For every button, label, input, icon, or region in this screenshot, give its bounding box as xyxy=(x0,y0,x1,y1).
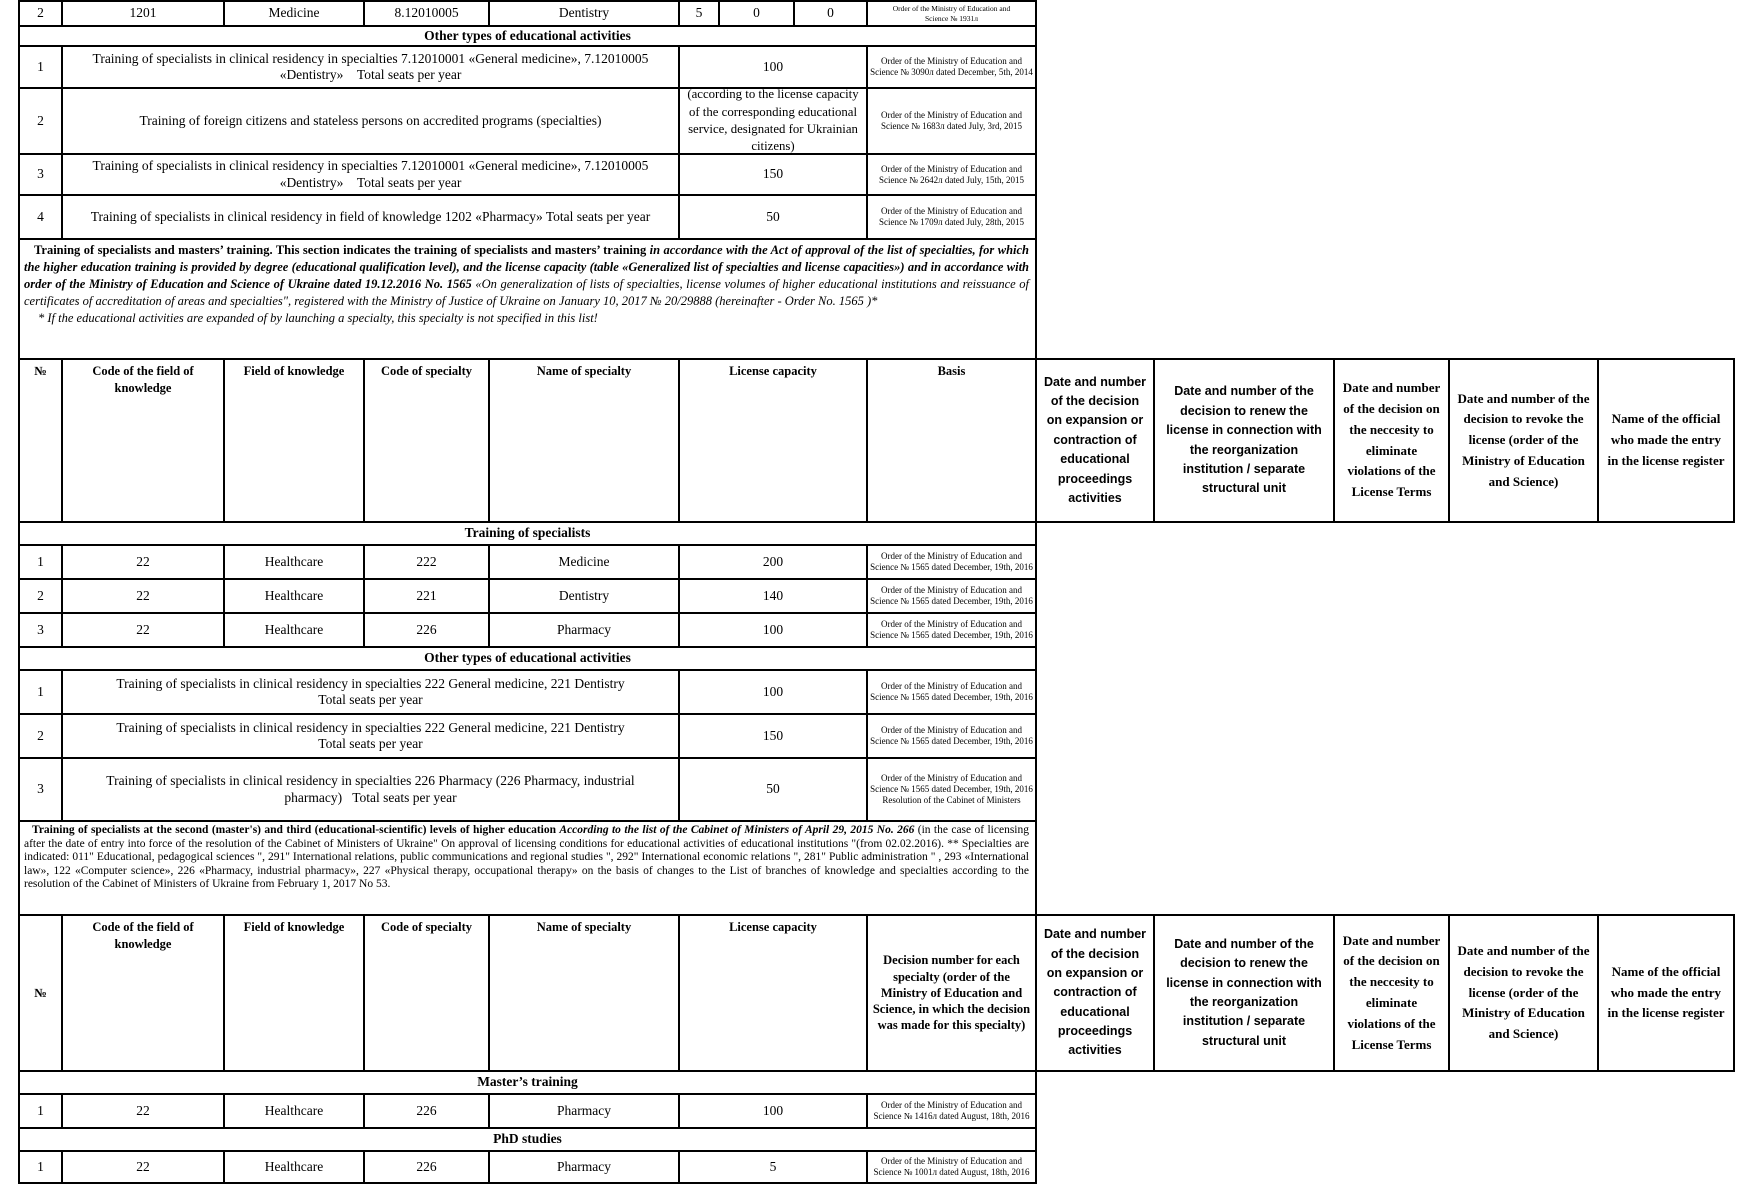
column-header-license-capacity: License capacity xyxy=(680,360,868,523)
code-specialty-cell: 8.12010005 xyxy=(365,2,490,27)
column-header-decision-number: Decision number for each specialty (order of the Ministry of Education and Science, in which the decision was made for this specialty) xyxy=(868,916,1037,1072)
field-cell: Healthcare xyxy=(225,1095,365,1129)
extra-columns-header-group-1 xyxy=(1035,358,1735,523)
license-capacity-cell: 100 xyxy=(680,671,868,715)
column-header-name-specialty: Name of specialty xyxy=(490,916,680,1072)
section-header-row xyxy=(18,27,1037,47)
section-header-row xyxy=(18,1072,1037,1095)
name-specialty-cell: Medicine xyxy=(490,546,680,580)
row-number-cell: 1 xyxy=(20,1095,63,1129)
column-header-code-specialty: Code of specialty xyxy=(365,916,490,1072)
basis-cell: Order of the Ministry of Education and Science № 3090л dated December, 5th, 2014 xyxy=(868,47,1037,89)
license-capacity-cell: 100 xyxy=(680,47,868,89)
field-cell: Healthcare xyxy=(225,614,365,648)
license-capacity-cell: 150 xyxy=(680,715,868,759)
table-row xyxy=(18,759,1037,822)
field-cell: Healthcare xyxy=(225,546,365,580)
field-cell: Medicine xyxy=(225,2,365,27)
column-header-field: Field of knowledge xyxy=(225,360,365,523)
license-capacity-cell: 50 xyxy=(680,196,868,240)
row-number-cell: 1 xyxy=(20,47,63,89)
description-cell: Training of specialists in clinical residency in specialties 222 General medicine, 221 Dentistry Total seats per year xyxy=(63,671,680,715)
license-capacity-cell: (according to the license capacity of the corresponding educational service, designated for Ukrainian citizens) xyxy=(680,89,868,155)
section-title: Master’s training xyxy=(20,1072,1037,1095)
basis-cell: Order of the Ministry of Education and Science № 1709л dated July, 28th, 2015 xyxy=(868,196,1037,240)
row-number-cell: 1 xyxy=(20,1152,63,1184)
column-header-official-name: Name of the official who made the entry in the license register xyxy=(1599,914,1735,1072)
column-header-basis: Basis xyxy=(868,360,1037,523)
name-specialty-cell: Dentistry xyxy=(490,2,680,27)
row-number-cell: 3 xyxy=(20,759,63,822)
column-header-code-specialty: Code of specialty xyxy=(365,360,490,523)
column-header-expansion-decision: Date and number of the decision on expansion or contraction of educational proceedings activities xyxy=(1035,914,1155,1072)
note-text: in accordance with the Act of approval of the list of specialties, for which the higher education training is provided by degree (educational qualification level), and the license capacity (table «Generalized list of specialties and license capacities») xyxy=(24,243,1029,274)
description-cell: Training of specialists in clinical residency in specialties 226 Pharmacy (226 Pharmacy, industrial pharmacy) Total seats per year xyxy=(63,759,680,822)
value-cell: 5 xyxy=(680,2,720,27)
basis-cell: Order of the Ministry of Education and Science № 1565 dated December, 19th, 2016 xyxy=(868,580,1037,614)
code-field-cell: 22 xyxy=(63,1152,225,1184)
note-text: «On generalization of lists of specialties, license volumes of higher educational institutions and reissuance of certificates of accreditation of areas and specialties", registered with the Ministry of Justice of Ukraine on January 10, 2017 № 20/29888 (hereinafter - Order No. 1565 )* xyxy=(24,277,1029,308)
note-footnote: * If the educational activities are expanded of by launching a specialty, this specialty is not specified in this list! xyxy=(38,311,598,325)
code-field-cell: 1201 xyxy=(63,2,225,27)
column-header-expansion-decision: Date and number of the decision on expansion or contraction of educational proceedings activities xyxy=(1035,358,1155,523)
row-number-cell: 2 xyxy=(20,715,63,759)
basis-cell: Order of the Ministry of Education and Science № 1565 dated December, 19th, 2016 xyxy=(868,546,1037,580)
column-header-license-capacity: License capacity xyxy=(680,916,868,1072)
column-header-code-field: Code of the field of knowledge xyxy=(63,916,225,1072)
code-specialty-cell: 226 xyxy=(365,1095,490,1129)
license-capacity-cell: 150 xyxy=(680,155,868,196)
description-cell: Training of specialists in clinical residency in field of knowledge 1202 «Pharmacy» Total seats per year xyxy=(63,196,680,240)
license-capacity-cell: 5 xyxy=(680,1152,868,1184)
code-specialty-cell: 226 xyxy=(365,1152,490,1184)
row-number-cell: 3 xyxy=(20,155,63,196)
table-row xyxy=(18,1095,1037,1129)
column-header-field: Field of knowledge xyxy=(225,916,365,1072)
field-cell: Healthcare xyxy=(225,580,365,614)
table-row xyxy=(18,47,1037,89)
license-capacity-cell: 100 xyxy=(680,614,868,648)
section-title: Other types of educational activities xyxy=(20,27,1037,47)
row-number-cell: 2 xyxy=(20,580,63,614)
code-specialty-cell: 222 xyxy=(365,546,490,580)
table-row xyxy=(18,1152,1037,1184)
description-cell: Training of specialists in clinical residency in specialties 7.12010001 «General medicine», 7.12010005 «Dentistry» Total seats per year xyxy=(63,155,680,196)
section-header-row xyxy=(18,1129,1037,1152)
column-header-revoke-license: Date and number of the decision to revoke the license (order of the Ministry of Education and Science) xyxy=(1450,358,1599,523)
basis-cell: Order of the Ministry of Education and Science № 1565 dated December, 19th, 2016 Resolution of the Cabinet of Ministers xyxy=(868,759,1037,822)
column-header-code-field: Code of the field of knowledge xyxy=(63,360,225,523)
note-specialists-masters-training xyxy=(18,240,1037,360)
field-cell: Healthcare xyxy=(225,1152,365,1184)
table-row xyxy=(18,2,1037,27)
description-cell: Training of foreign citizens and stateless persons on accredited programs (specialties) xyxy=(63,89,680,155)
section-title: PhD studies xyxy=(20,1129,1037,1152)
description-cell: Training of specialists in clinical residency in specialties 7.12010001 «General medicine», 7.12010005 «Dentistry» Total seats per year xyxy=(63,47,680,89)
column-header-eliminate-violations: Date and number of the decision on the neccesity to eliminate violations of the License Terms xyxy=(1335,914,1450,1072)
basis-cell: Order of the Ministry of Education and Science № 1565 dated December, 19th, 2016 xyxy=(868,715,1037,759)
section-header-row xyxy=(18,523,1037,546)
table-row xyxy=(18,715,1037,759)
row-number-cell: 4 xyxy=(20,196,63,240)
column-header-number: № xyxy=(20,360,63,523)
code-specialty-cell: 226 xyxy=(365,614,490,648)
column-header-renew-license: Date and number of the decision to renew the license in connection with the reorganization institution / separate structural unit xyxy=(1155,914,1335,1072)
table-header-row xyxy=(18,360,1037,523)
basis-cell: Order of the Ministry of Education and Science № 1931л xyxy=(868,2,1037,27)
code-field-cell: 22 xyxy=(63,614,225,648)
row-number-cell: 3 xyxy=(20,614,63,648)
column-header-eliminate-violations: Date and number of the decision on the neccesity to eliminate violations of the License Terms xyxy=(1335,358,1450,523)
name-specialty-cell: Pharmacy xyxy=(490,1152,680,1184)
code-field-cell: 22 xyxy=(63,580,225,614)
column-header-renew-license: Date and number of the decision to renew the license in connection with the reorganization institution / separate structural unit xyxy=(1155,358,1335,523)
section-title: Other types of educational activities xyxy=(20,648,1037,671)
table-header-row xyxy=(18,916,1037,1072)
code-field-cell: 22 xyxy=(63,1095,225,1129)
column-header-revoke-license: Date and number of the decision to revoke the license (order of the Ministry of Education and Science) xyxy=(1450,914,1599,1072)
table-row xyxy=(18,580,1037,614)
value-cell: 0 xyxy=(795,2,868,27)
table-row xyxy=(18,546,1037,580)
basis-cell: Order of the Ministry of Education and Science № 1001л dated August, 18th, 2016 xyxy=(868,1152,1037,1184)
table-row xyxy=(18,614,1037,648)
value-cell: 0 xyxy=(720,2,795,27)
note-text: Training of specialists at the second (master's) and third (educational-scientific) levels of higher education xyxy=(32,824,560,836)
table-row xyxy=(18,671,1037,715)
row-number-cell: 1 xyxy=(20,546,63,580)
license-capacity-cell: 50 xyxy=(680,759,868,822)
section-title: Training of specialists xyxy=(20,523,1037,546)
row-number-cell: 2 xyxy=(20,2,63,27)
license-capacity-cell: 100 xyxy=(680,1095,868,1129)
note-text: and in accordance with order of the Ministry of Education and Science of Ukraine dated 19.12.2016 No. 1565 xyxy=(24,260,1029,291)
column-header-official-name: Name of the official who made the entry in the license register xyxy=(1599,358,1735,523)
name-specialty-cell: Dentistry xyxy=(490,580,680,614)
description-cell: Training of specialists in clinical residency in specialties 222 General medicine, 221 Dentistry Total seats per year xyxy=(63,715,680,759)
note-text: According to the list of the Cabinet of Ministers of April 29, 2015 No. 266 xyxy=(559,824,918,836)
table-row xyxy=(18,196,1037,240)
basis-cell: Order of the Ministry of Education and Science № 1565 dated December, 19th, 2016 xyxy=(868,671,1037,715)
basis-cell: Order of the Ministry of Education and Science № 2642л dated July, 15th, 2015 xyxy=(868,155,1037,196)
basis-cell: Order of the Ministry of Education and Science № 1416л dated August, 18th, 2016 xyxy=(868,1095,1037,1129)
license-capacity-cell: 140 xyxy=(680,580,868,614)
extra-columns-header-group-2 xyxy=(1035,914,1735,1072)
license-register-document xyxy=(18,0,1037,1184)
basis-cell: Order of the Ministry of Education and Science № 1683л dated July, 3rd, 2015 xyxy=(868,89,1037,155)
code-specialty-cell: 221 xyxy=(365,580,490,614)
table-row xyxy=(18,155,1037,196)
name-specialty-cell: Pharmacy xyxy=(490,614,680,648)
column-header-name-specialty: Name of specialty xyxy=(490,360,680,523)
table-row xyxy=(18,89,1037,155)
name-specialty-cell: Pharmacy xyxy=(490,1095,680,1129)
note-masters-phd-levels xyxy=(18,822,1037,916)
basis-cell: Order of the Ministry of Education and Science № 1565 dated December, 19th, 2016 xyxy=(868,614,1037,648)
section-header-row xyxy=(18,648,1037,671)
note-text: (in the case of licensing after the date of entry into force of the resolution of the Cabinet of Ministers of Ukraine" On approval of licensing conditions for educational activities of educational institutions "(from 02.02.2016). ** Specialties are indicated: 011" Educational, pedagogical sciences ", 291" International relations, public communications and regional studies ", 292" International economic relations ", 281" Public administration " , 293 «International law», 122 «Computer science», 226 «Pharmacy, industrial pharmacy», 227 «Physical therapy, occupational therapy» on the basis of changes to the List of branches of knowledge and specialties according to the resolution of the Cabinet of Ministers of Ukraine from February 1, 2017 No 53. xyxy=(24,824,1030,890)
row-number-cell: 2 xyxy=(20,89,63,155)
code-field-cell: 22 xyxy=(63,546,225,580)
column-header-number: № xyxy=(20,916,63,1072)
row-number-cell: 1 xyxy=(20,671,63,715)
note-text: Training of specialists and masters’ training. This section indicates the training of specialists and masters’ training xyxy=(34,243,650,257)
license-capacity-cell: 200 xyxy=(680,546,868,580)
